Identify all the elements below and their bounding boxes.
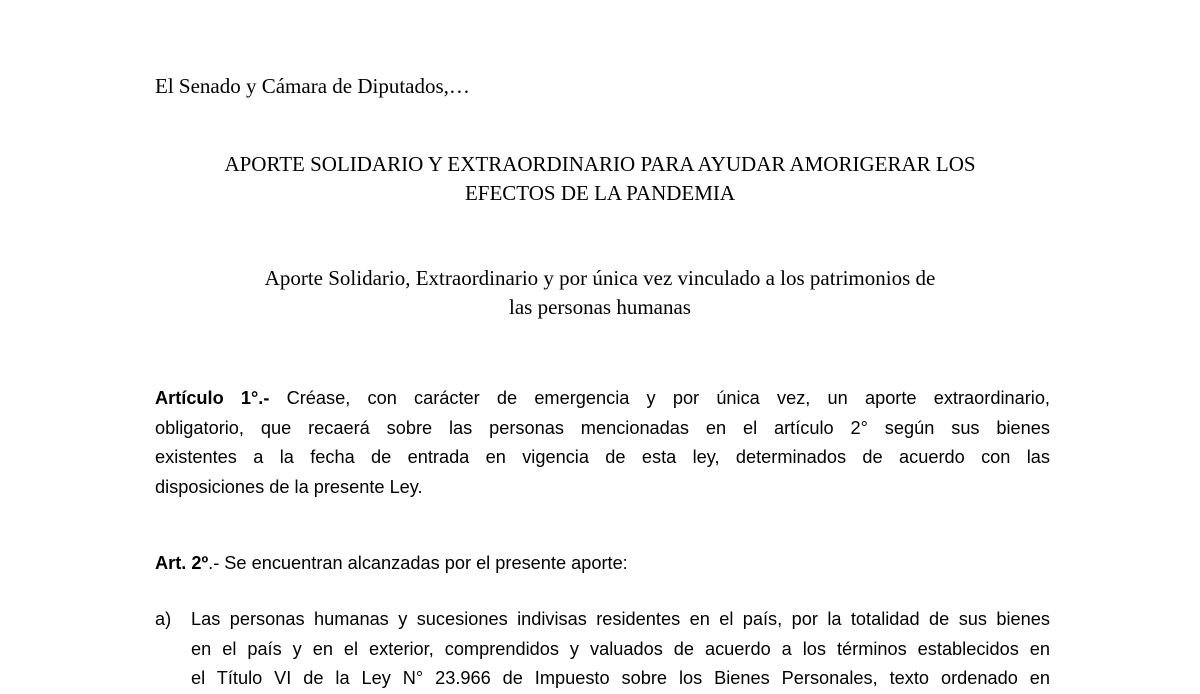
article-1-text: Créase, con carácter de emergencia y por única vez, un aporte extraordinario,: [269, 388, 1050, 408]
article-2-heading: Art. 2º: [155, 553, 209, 573]
document-subtitle: [140, 264, 1060, 322]
list-item-body: [191, 605, 1050, 694]
title-line: EFECTOS DE LA PANDEMIA: [464, 181, 736, 205]
subtitle-line: las personas humanas: [509, 295, 691, 319]
list-marker: a): [155, 609, 172, 629]
subtitle-line: Aporte Solidario, Extraordinario y por única vez vinculado a los patrimonios de: [264, 266, 936, 290]
article-1-line: disposiciones de la presente Ley.: [155, 477, 423, 498]
article-2-text: .- Se encuentran alcanzadas por el presente aporte:: [208, 553, 628, 573]
article-1-line: obligatorio, que recaerá sobre las personas mencionadas en el artículo 2° según sus bienes: [155, 417, 1050, 438]
title-line: APORTE SOLIDARIO Y EXTRAORDINARIO PARA AYUDAR AMORIGERAR LOS: [224, 152, 976, 176]
article-2-line: [155, 549, 1050, 579]
salutation: El Senado y Cámara de Diputados,…: [155, 74, 470, 98]
document-title: [140, 150, 1060, 208]
article-1-heading: Artículo 1°.-: [155, 388, 270, 408]
article-1-line: existentes a la fecha de entrada en vigencia de esta ley, determinados de acuerdo con las: [155, 447, 1050, 468]
article-2: [155, 549, 1050, 579]
list-item-line: Las personas humanas y sucesiones indivisas residentes en el país, por la totalidad de sus bienes: [191, 609, 1050, 629]
list-item-line: el Título VI de la Ley N° 23.966 de Impuesto sobre los Bienes Personales, texto ordenado en: [191, 668, 1050, 689]
article-1: [155, 384, 1050, 503]
list-item-line: en el país y en el exterior, comprendidos y valuados de acuerdo a los términos establecidos en: [191, 638, 1050, 659]
article-1-line: [155, 384, 1050, 414]
